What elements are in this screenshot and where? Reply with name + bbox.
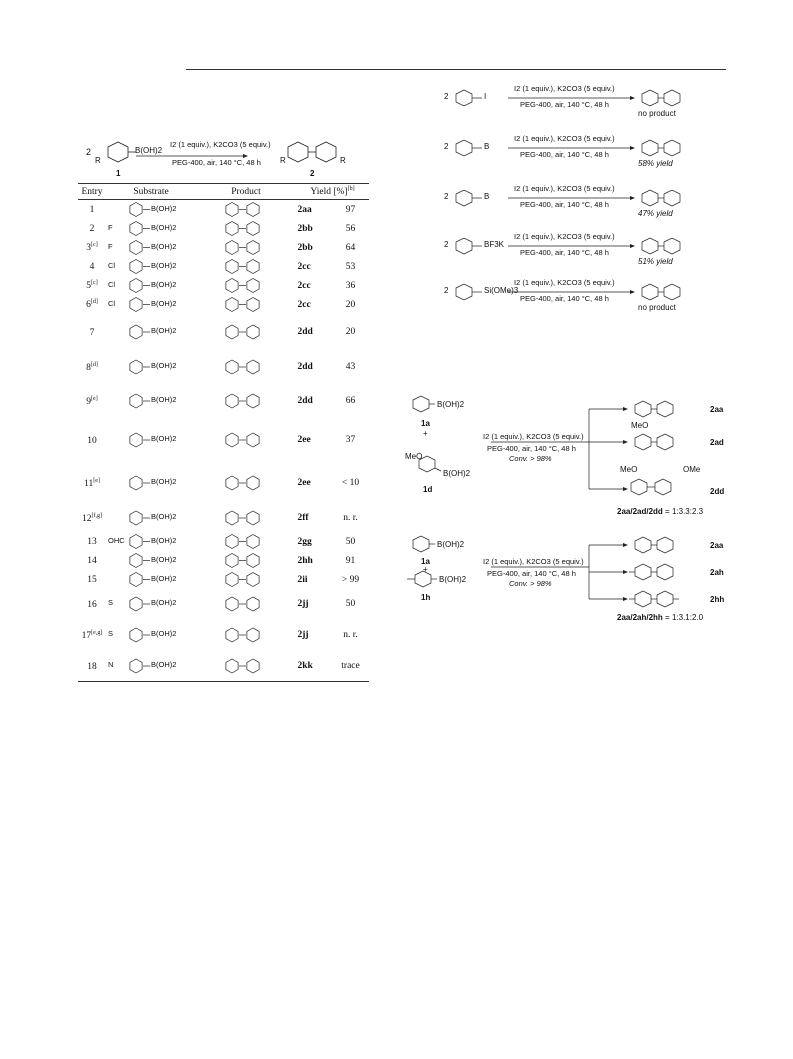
cell-yield <box>296 350 369 384</box>
col-substrate: Substrate <box>106 184 196 200</box>
table-header-row <box>78 184 369 200</box>
cross1-sm1-label: 1a <box>421 419 430 428</box>
results-table <box>78 183 369 682</box>
substrate-group: B(OH)2 <box>151 361 177 371</box>
cell-yield <box>296 314 369 350</box>
cell-product-structure <box>196 589 296 619</box>
substrate-group: B(OH)2 <box>151 203 177 213</box>
yield-value: < 10 <box>341 478 360 489</box>
substrate-substituent: F <box>108 222 113 232</box>
cell-yield <box>296 257 369 276</box>
yield-value: 20 <box>345 299 356 310</box>
reaction-cond-top: I2 (1 equiv.), K2CO3 (5 equiv.) <box>514 134 615 143</box>
reagent-reaction <box>410 122 730 168</box>
cross1-sm2-label: 1d <box>423 485 433 494</box>
yield-value: n. r. <box>343 630 358 641</box>
cross2-cond-bottom: PEG-400, air, 140 °C, 48 h <box>487 569 576 578</box>
table-row <box>78 589 369 619</box>
yield-value: 43 <box>345 362 356 373</box>
cross2-prod-3: 2hh <box>710 595 725 604</box>
product-id: 2bb <box>297 223 313 234</box>
product-id: 2ff <box>297 513 309 524</box>
cell-product-structure <box>196 276 296 295</box>
cell-entry: 9[e] <box>86 395 98 407</box>
cell-substrate <box>106 570 196 589</box>
cross-coupling-1 <box>405 395 735 520</box>
product-structure <box>196 295 296 314</box>
reagent-reaction <box>410 172 730 218</box>
yield-value: n. r. <box>343 513 358 524</box>
cross1-prod-1: 2aa <box>710 405 724 414</box>
product-structure <box>196 219 296 238</box>
cell-product-structure <box>196 532 296 551</box>
cell-product-structure <box>196 418 296 462</box>
product-id: 2aa <box>297 204 312 215</box>
reaction-cond-bottom: PEG-400, air, 140 °C, 48 h <box>520 200 609 209</box>
substrate-group: B(OH)2 <box>151 629 177 639</box>
substrate-substituent: Cl <box>108 279 116 289</box>
substrate-group: B(OH)2 <box>151 477 177 487</box>
cross1-structures <box>405 395 735 520</box>
cell-substrate <box>106 551 196 570</box>
cell-product-structure <box>196 238 296 257</box>
cell-entry: 12[f,g] <box>82 512 102 524</box>
yield-value: 20 <box>345 327 356 338</box>
table-row <box>78 532 369 551</box>
cell-yield <box>296 238 369 257</box>
reaction-outcome: no product <box>638 303 676 312</box>
scheme-r: R <box>95 156 101 165</box>
col-entry: Entry <box>78 184 106 200</box>
scheme-label-2: 2 <box>310 169 315 178</box>
table-row <box>78 384 369 418</box>
cell-substrate <box>106 651 196 682</box>
cell-substrate <box>106 504 196 532</box>
product-structure <box>196 504 296 532</box>
header-rule <box>186 69 726 70</box>
reaction-cond-top: I2 (1 equiv.), K2CO3 (5 equiv.) <box>514 84 615 93</box>
substrate-group: B(OH)2 <box>151 241 177 251</box>
cross2-plus: + <box>423 565 428 574</box>
scheme-r-left: R <box>280 156 286 165</box>
cell-entry: 3[c] <box>86 242 98 254</box>
cell-product-structure <box>196 504 296 532</box>
table-row <box>78 200 369 220</box>
table-row <box>78 651 369 682</box>
product-id: 2kk <box>297 661 313 672</box>
substrate-group: B(OH)2 <box>151 512 177 522</box>
table-row <box>78 619 369 651</box>
cross1-cond-top: I2 (1 equiv.), K2CO3 (5 equiv.) <box>483 432 584 441</box>
cell-product-structure <box>196 551 296 570</box>
cell-substrate <box>106 257 196 276</box>
table-row <box>78 295 369 314</box>
reaction-coeff: 2 <box>444 92 449 101</box>
reaction-cond-top: I2 (1 equiv.), K2CO3 (5 equiv.) <box>514 278 615 287</box>
cross2-prod-1: 2aa <box>710 541 724 550</box>
substrate-group: B(OH)2 <box>151 326 177 336</box>
cell-substrate <box>106 295 196 314</box>
reaction-cond-bottom: PEG-400, air, 140 °C, 48 h <box>520 294 609 303</box>
yield-value: 91 <box>345 555 356 566</box>
cell-entry: 14 <box>87 556 97 567</box>
reaction-structures <box>410 172 730 218</box>
scheme-cond-top: I2 (1 equiv.), K2CO3 (5 equiv.) <box>170 140 271 149</box>
product-structure <box>196 532 296 551</box>
cell-entry: 8[d] <box>86 361 98 373</box>
substrate-substituent: OHC <box>108 535 125 545</box>
product-structure <box>196 257 296 276</box>
substrate-substituent: N <box>108 660 114 670</box>
cross2-sm1: B(OH)2 <box>437 540 465 549</box>
cell-product-structure <box>196 570 296 589</box>
cell-entry: 10 <box>87 435 97 446</box>
cell-yield <box>296 276 369 295</box>
reaction-structures <box>410 72 730 118</box>
cross1-plus: + <box>423 429 428 438</box>
reaction-coeff: 2 <box>444 142 449 151</box>
reaction-coeff: 2 <box>444 192 449 201</box>
product-structure <box>196 570 296 589</box>
cell-entry: 16 <box>87 599 97 610</box>
scheme-coeff: 2 <box>86 147 92 157</box>
cell-yield <box>296 651 369 682</box>
table-row <box>78 219 369 238</box>
reaction-structures <box>410 266 730 312</box>
col-product: Product <box>196 184 296 200</box>
substrate-group: B(OH)2 <box>151 260 177 270</box>
reaction-reagent: B <box>484 142 490 151</box>
substrate-group: B(OH)2 <box>151 395 177 405</box>
cell-entry: 4 <box>89 262 95 273</box>
product-id: 2dd <box>297 396 313 407</box>
table-row <box>78 462 369 504</box>
reaction-reagent: Si(OMe)3 <box>484 286 519 295</box>
reagent-reaction <box>410 266 730 312</box>
cross1-conv: Conv. > 98% <box>509 454 552 463</box>
cell-product-structure <box>196 651 296 682</box>
product-structure <box>196 462 296 504</box>
product-structure <box>196 350 296 384</box>
cell-yield <box>296 589 369 619</box>
scheme-cond-bottom: PEG-400, air, 140 °C, 48 h <box>172 158 261 167</box>
substrate-group: B(OH)2 <box>151 573 177 583</box>
cross1-prod-2-meo: MeO <box>631 421 649 430</box>
product-structure <box>196 418 296 462</box>
cell-product-structure <box>196 219 296 238</box>
yield-value: 66 <box>345 396 356 407</box>
cell-yield <box>296 295 369 314</box>
substrate-substituent: S <box>108 598 114 608</box>
substrate-group: B(OH)2 <box>151 554 177 564</box>
product-id: 2hh <box>297 555 313 566</box>
table-body <box>78 200 369 682</box>
reaction-outcome: 58% yield <box>638 159 673 168</box>
scheme-r-right: R <box>340 156 346 165</box>
reagent-reaction <box>410 220 730 266</box>
yield-value: > 99 <box>341 574 360 585</box>
reagent-reaction <box>410 72 730 118</box>
product-id: 2cc <box>297 261 311 272</box>
reaction-cond-top: I2 (1 equiv.), K2CO3 (5 equiv.) <box>514 184 615 193</box>
substrate-group: B(OH)2 <box>151 222 177 232</box>
reaction-cond-bottom: PEG-400, air, 140 °C, 48 h <box>520 150 609 159</box>
reaction-coeff: 2 <box>444 286 449 295</box>
product-structure <box>196 551 296 570</box>
product-structure <box>196 619 296 651</box>
table-row <box>78 570 369 589</box>
table-row <box>78 418 369 462</box>
reaction-outcome: no product <box>638 109 676 118</box>
col-yield: Yield [%][b] <box>296 184 369 200</box>
cell-yield <box>296 219 369 238</box>
table-row <box>78 551 369 570</box>
reaction-outcome: 47% yield <box>638 209 673 218</box>
cell-product-structure <box>196 257 296 276</box>
cell-entry: 5[c] <box>86 280 98 292</box>
cell-entry: 11[e] <box>84 477 100 489</box>
cell-yield <box>296 418 369 462</box>
cell-yield <box>296 619 369 651</box>
cell-yield <box>296 384 369 418</box>
reaction-cond-bottom: PEG-400, air, 140 °C, 48 h <box>520 248 609 257</box>
yield-value: 50 <box>345 599 356 610</box>
cell-substrate <box>106 532 196 551</box>
cell-yield <box>296 462 369 504</box>
product-structure <box>196 384 296 418</box>
cross1-sm1: B(OH)2 <box>437 400 465 409</box>
reaction-coeff: 2 <box>444 240 449 249</box>
product-id: 2gg <box>297 536 312 547</box>
table-row <box>78 350 369 384</box>
yield-value: 97 <box>345 204 356 215</box>
cross2-sm2: B(OH)2 <box>439 575 467 584</box>
cell-substrate <box>106 238 196 257</box>
product-structure <box>196 200 296 219</box>
cell-substrate <box>106 200 196 220</box>
cell-product-structure <box>196 314 296 350</box>
cell-product-structure <box>196 295 296 314</box>
product-id: 2dd <box>297 362 313 373</box>
cell-substrate <box>106 350 196 384</box>
reaction-reagent: B <box>484 192 490 201</box>
cross2-conv: Conv. > 98% <box>509 579 552 588</box>
substrate-group: B(OH)2 <box>151 660 177 670</box>
product-structure <box>196 651 296 681</box>
cell-substrate <box>106 418 196 462</box>
reaction-outcome: 51% yield <box>638 257 673 266</box>
product-id: 2cc <box>297 299 311 310</box>
reaction-cond-bottom: PEG-400, air, 140 °C, 48 h <box>520 100 609 109</box>
substrate-group: B(OH)2 <box>151 434 177 444</box>
cell-product-structure <box>196 350 296 384</box>
cross2-sm2-label: 1h <box>421 593 431 602</box>
cell-product-structure <box>196 384 296 418</box>
cell-substrate <box>106 276 196 295</box>
cell-product-structure <box>196 200 296 220</box>
table-row <box>78 276 369 295</box>
cell-substrate <box>106 219 196 238</box>
cell-product-structure <box>196 619 296 651</box>
scheme-boron: B(OH)2 <box>135 146 163 155</box>
yield-value: 37 <box>345 435 356 446</box>
table-row <box>78 257 369 276</box>
cross2-sm1-label: 1a <box>421 557 430 566</box>
cell-yield <box>296 532 369 551</box>
cross1-prod-3-meo: MeO <box>620 465 638 474</box>
yield-value: 50 <box>345 536 356 547</box>
yield-value: 36 <box>345 280 356 291</box>
yield-value: 56 <box>345 223 356 234</box>
cell-entry: 7 <box>89 327 95 338</box>
cell-yield <box>296 551 369 570</box>
reaction-reagent: I <box>484 92 487 101</box>
cell-entry: 1 <box>89 205 95 216</box>
product-id: 2ii <box>297 574 308 585</box>
substrate-group: B(OH)2 <box>151 535 177 545</box>
cell-yield <box>296 504 369 532</box>
product-structure <box>196 238 296 257</box>
substrate-group: B(OH)2 <box>151 598 177 608</box>
cell-substrate <box>106 619 196 651</box>
yield-value: 53 <box>345 261 356 272</box>
cell-yield <box>296 570 369 589</box>
cell-entry: 17[e,g] <box>81 629 103 641</box>
cross2-cond-top: I2 (1 equiv.), K2CO3 (5 equiv.) <box>483 557 584 566</box>
table-row <box>78 504 369 532</box>
cell-entry: 2 <box>89 224 95 235</box>
product-id: 2ee <box>297 435 311 446</box>
reaction-structures <box>410 220 730 266</box>
substrate-substituent: Cl <box>108 260 116 270</box>
cell-yield <box>296 200 369 220</box>
cross1-ratio: 2aa/2ad/2dd = 1:3.3:2.3 <box>617 507 704 516</box>
product-id: 2dd <box>297 327 313 338</box>
cross-coupling-2 <box>405 533 735 623</box>
table-row <box>78 238 369 257</box>
cross1-sm2-meo: MeO <box>405 452 423 461</box>
cell-entry: 18 <box>78 651 106 682</box>
cell-substrate <box>106 462 196 504</box>
cell-product-structure <box>196 462 296 504</box>
product-id: 2jj <box>297 630 309 641</box>
substrate-substituent: F <box>108 241 113 251</box>
product-id: 2bb <box>297 242 313 253</box>
substrate-group: B(OH)2 <box>151 279 177 289</box>
cross1-prod-3-ome: OMe <box>683 465 701 474</box>
reaction-cond-top: I2 (1 equiv.), K2CO3 (5 equiv.) <box>514 232 615 241</box>
product-id: 2jj <box>297 599 309 610</box>
product-structure <box>196 589 296 619</box>
substrate-substituent: S <box>108 629 114 639</box>
substrate-substituent: Cl <box>108 298 116 308</box>
cross2-prod-2: 2ah <box>710 568 724 577</box>
cell-substrate <box>106 589 196 619</box>
table-row <box>78 314 369 350</box>
reaction-reagent: BF3K <box>484 240 505 249</box>
product-structure <box>196 314 296 350</box>
product-id: 2ee <box>297 478 311 489</box>
cross1-sm2: B(OH)2 <box>443 469 471 478</box>
scheme-label-1: 1 <box>116 169 121 178</box>
product-structure <box>196 276 296 295</box>
substrate-group: B(OH)2 <box>151 298 177 308</box>
cell-entry: 13 <box>87 537 97 548</box>
cross1-prod-3: 2dd <box>710 487 725 496</box>
cross2-ratio: 2aa/2ah/2hh = 1:3.1:2.0 <box>617 613 704 622</box>
table-scheme <box>78 135 369 183</box>
cell-entry: 15 <box>87 575 97 586</box>
cross1-cond-bottom: PEG-400, air, 140 °C, 48 h <box>487 444 576 453</box>
product-id: 2cc <box>297 280 311 291</box>
cross1-prod-2: 2ad <box>710 438 724 447</box>
yield-value: 64 <box>345 242 356 253</box>
cell-substrate <box>106 384 196 418</box>
reaction-structures <box>410 122 730 168</box>
substrate-scope-table <box>78 135 369 682</box>
cell-substrate <box>106 314 196 350</box>
cell-entry: 6[d] <box>86 299 98 311</box>
yield-value: trace <box>341 661 360 672</box>
